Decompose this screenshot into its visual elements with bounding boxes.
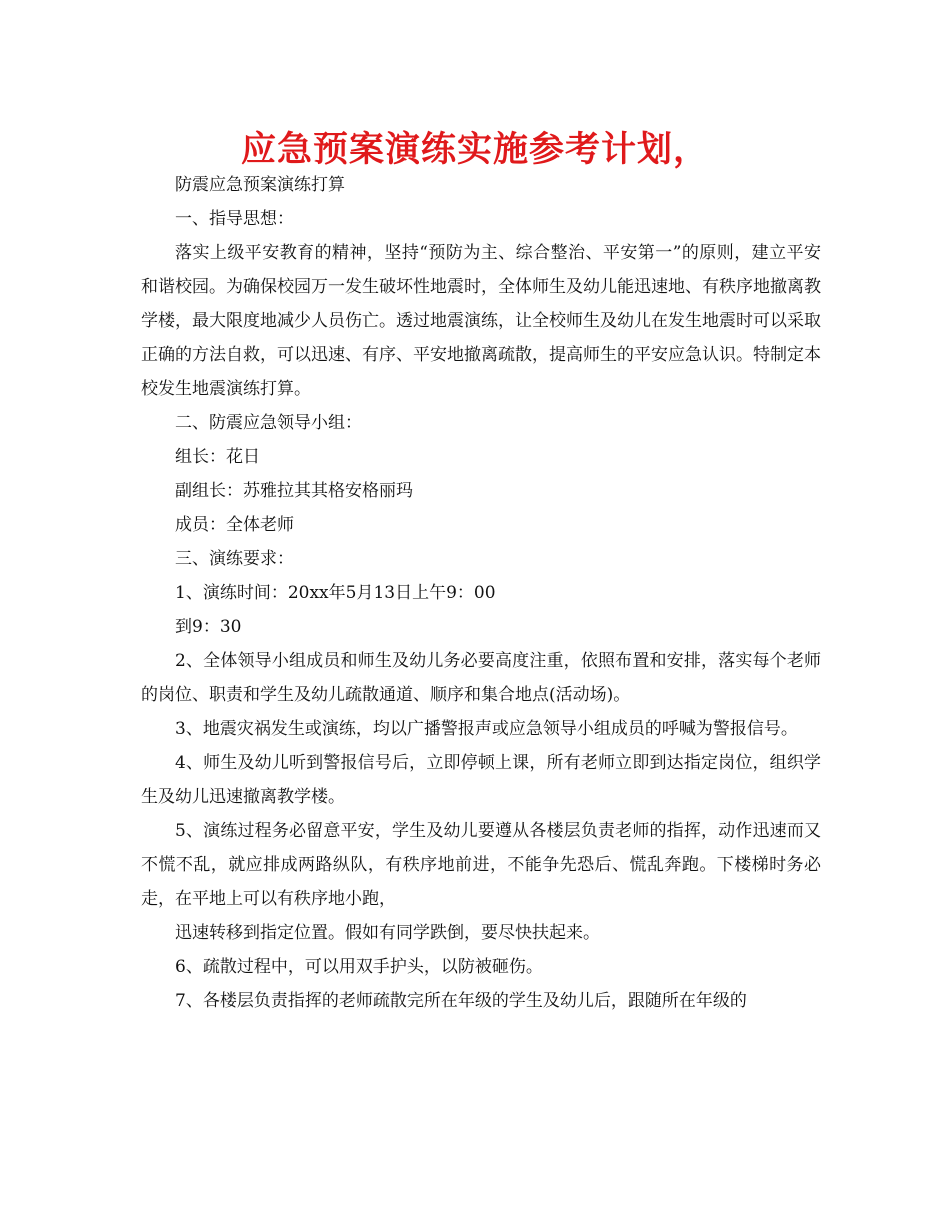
paragraph: 6、疏散过程中，可以用双手护头，以防被砸伤。 [175, 957, 543, 977]
paragraph: 落实上级平安教育的精神，坚持“预防为主、综合整治、平安第一”的原则，建立平安和谐校园。为确保校园万一发生破坏性地震时，全体师生及幼儿能迅速地、有秩序地撤离教学楼，最大限度地减少人员伤亡。透过地震演练，让全校师生及幼儿在发生地震时可以采取正确的方法自救，可以迅速、有序、平安地撤离疏散，提高师生的平安应急认识。特制定本校发生地震演练打算。 [141, 243, 821, 399]
paragraph: 2、全体领导小组成员和师生及幼儿务必要高度注重，依照布置和安排，落实每个老师的岗位、职责和学生及幼儿疏散通道、顺序和集合地点(活动场)。 [141, 651, 821, 705]
document-body [141, 168, 821, 1018]
paragraph: 7、各楼层负责指挥的老师疏散完所在年级的学生及幼儿后，跟随所在年级的 [175, 991, 747, 1011]
paragraph: 二、防震应急领导小组： [175, 413, 362, 433]
paragraph: 到9：30 [175, 617, 242, 637]
paragraph: 1、演练时间：20xx年5月13日上午9：00 [175, 583, 496, 603]
paragraph: 4、师生及幼儿听到警报信号后，立即停顿上课，所有老师立即到达指定岗位，组织学生及幼儿迅速撤离教学楼。 [141, 753, 821, 807]
paragraph: 组长：花日 [175, 447, 260, 467]
document-title: 应急预案演练实施参考计划， [240, 130, 709, 170]
paragraph: 三、演练要求： [175, 549, 294, 569]
paragraph: 3、地震灾祸发生或演练，均以广播警报声或应急领导小组成员的呼喊为警报信号。 [175, 719, 798, 739]
paragraph: 副组长：苏雅拉其其格安格丽玛 [175, 481, 413, 501]
paragraph: 迅速转移到指定位置。假如有同学跌倒，要尽快扶起来。 [175, 923, 600, 943]
paragraph: 成员：全体老师 [175, 515, 294, 535]
paragraph: 5、演练过程务必留意平安，学生及幼儿要遵从各楼层负责老师的指挥，动作迅速而又不慌不乱，就应排成两路纵队，有秩序地前进，不能争先恐后、慌乱奔跑。下楼梯时务必走，在平地上可以有秩序地小跑， [141, 821, 821, 909]
paragraph: 一、指导思想： [175, 209, 294, 229]
paragraph: 防震应急预案演练打算 [175, 175, 345, 195]
